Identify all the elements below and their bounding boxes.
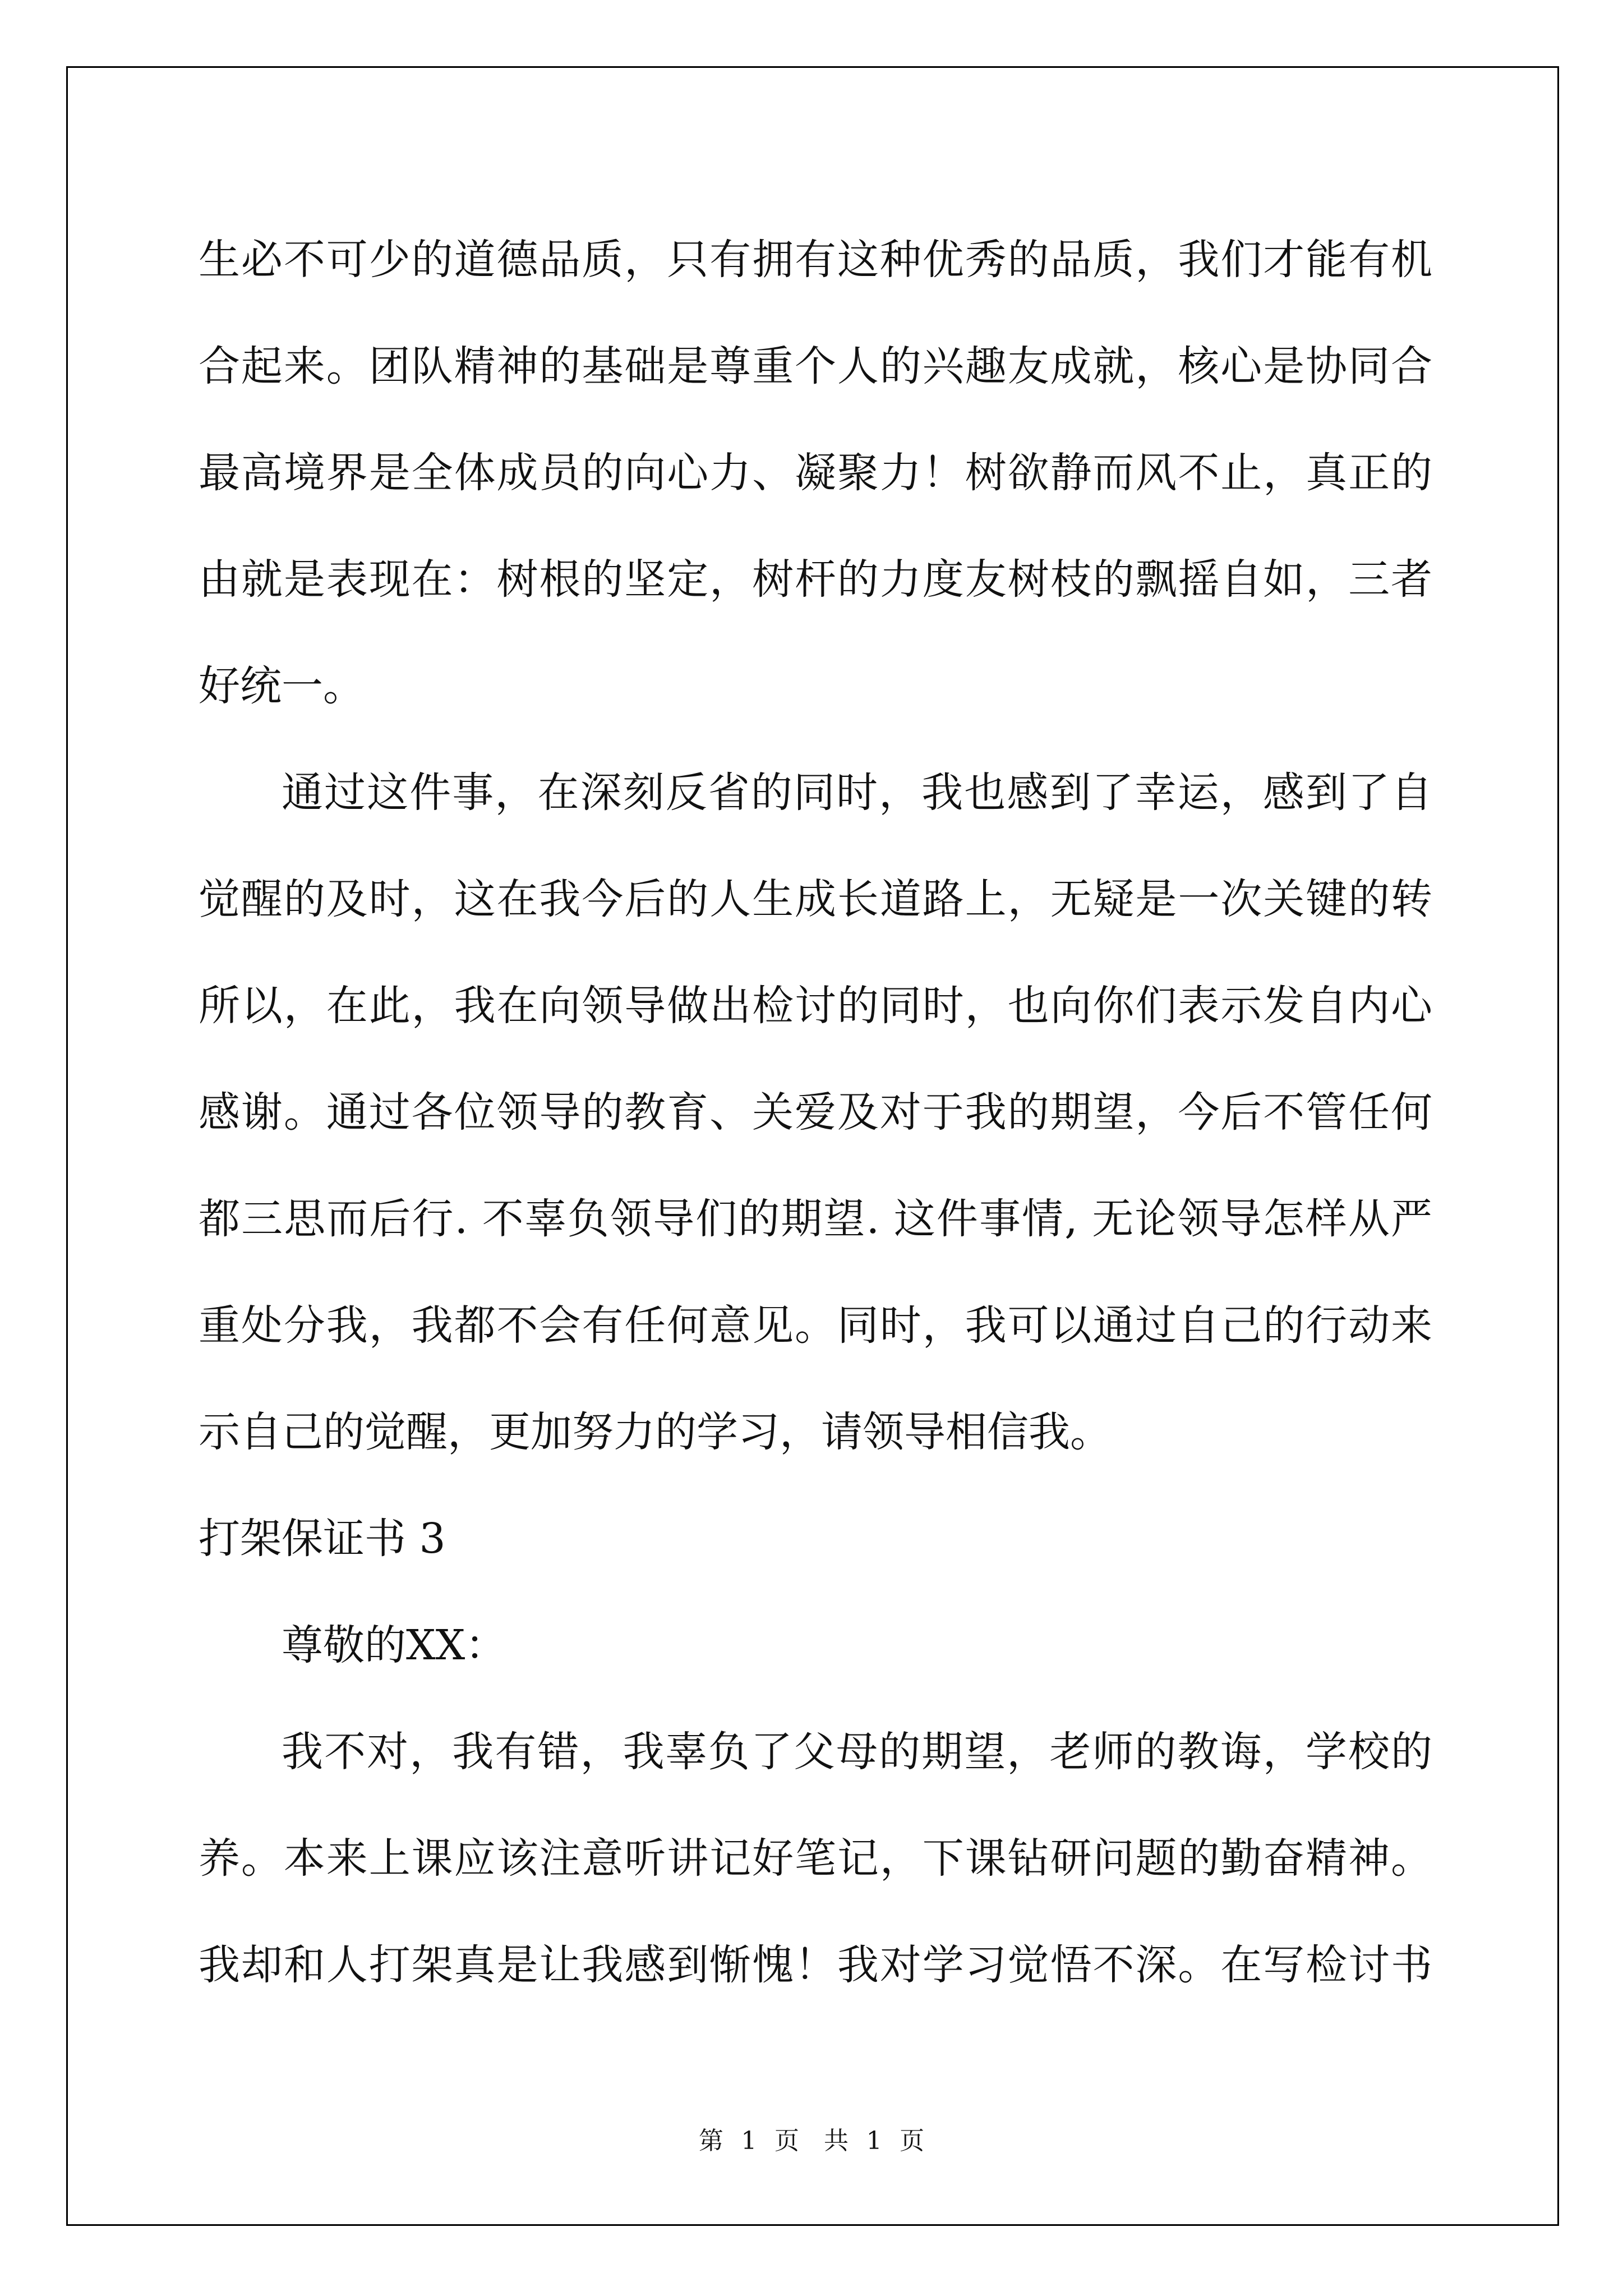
text-line: 感谢。通过各位领导的教育、关爱及对于我的期望，今后不管任何 <box>199 1088 1432 1137</box>
text-line: 尊敬的XX： <box>282 1621 507 1669</box>
text-line: 养。本来上课应该注意听讲记好笔记，下课钻研问题的勤奋精神。 <box>199 1834 1432 1883</box>
text-line: 示自己的觉醒，更加努力的学习，请领导相信我。 <box>199 1408 1112 1456</box>
text-line: 我却和人打架真是让我感到惭愧！我对学习觉悟不深。在写检讨书 <box>199 1941 1432 1989</box>
page-footer: 第 1 页 共 1 页 <box>698 2127 925 2155</box>
text-line: 所以，在此，我在向领导做出检讨的同时，也向你们表示发自内心 <box>199 982 1432 1030</box>
text-line: 好统一。 <box>199 662 365 710</box>
text-line: 最高境界是全体成员的向心力、凝聚力！树欲静而风不止，真正的 <box>199 449 1432 497</box>
text-line: 觉醒的及时，这在我今后的人生成长道路上，无疑是一次关键的转 <box>199 875 1432 923</box>
text-line: 由就是表现在：树根的坚定，树杆的力度友树枝的飘摇自如，三者 <box>199 555 1432 604</box>
text-line: 都三思而后行. 不辜负领导们的期望. 这件事情, 无论领导怎样从严 <box>199 1195 1432 1243</box>
text-line: 通过这件事，在深刻反省的同时，我也感到了幸运，感到了自 <box>282 769 1432 817</box>
text-line: 重处分我，我都不会有任何意见。同时，我可以通过自己的行动来 <box>199 1301 1432 1350</box>
document-body <box>199 206 1432 2018</box>
text-line: 合起来。团队精神的基础是尊重个人的兴趣友成就，核心是协同合 <box>199 342 1432 390</box>
text-line: 生必不可少的道德品质，只有拥有这种优秀的品质，我们才能有机 <box>199 236 1432 284</box>
text-line: 打架保证书 3 <box>199 1515 446 1563</box>
text-line: 我不对，我有错，我辜负了父母的期望，老师的教诲，学校的 <box>282 1728 1432 1776</box>
